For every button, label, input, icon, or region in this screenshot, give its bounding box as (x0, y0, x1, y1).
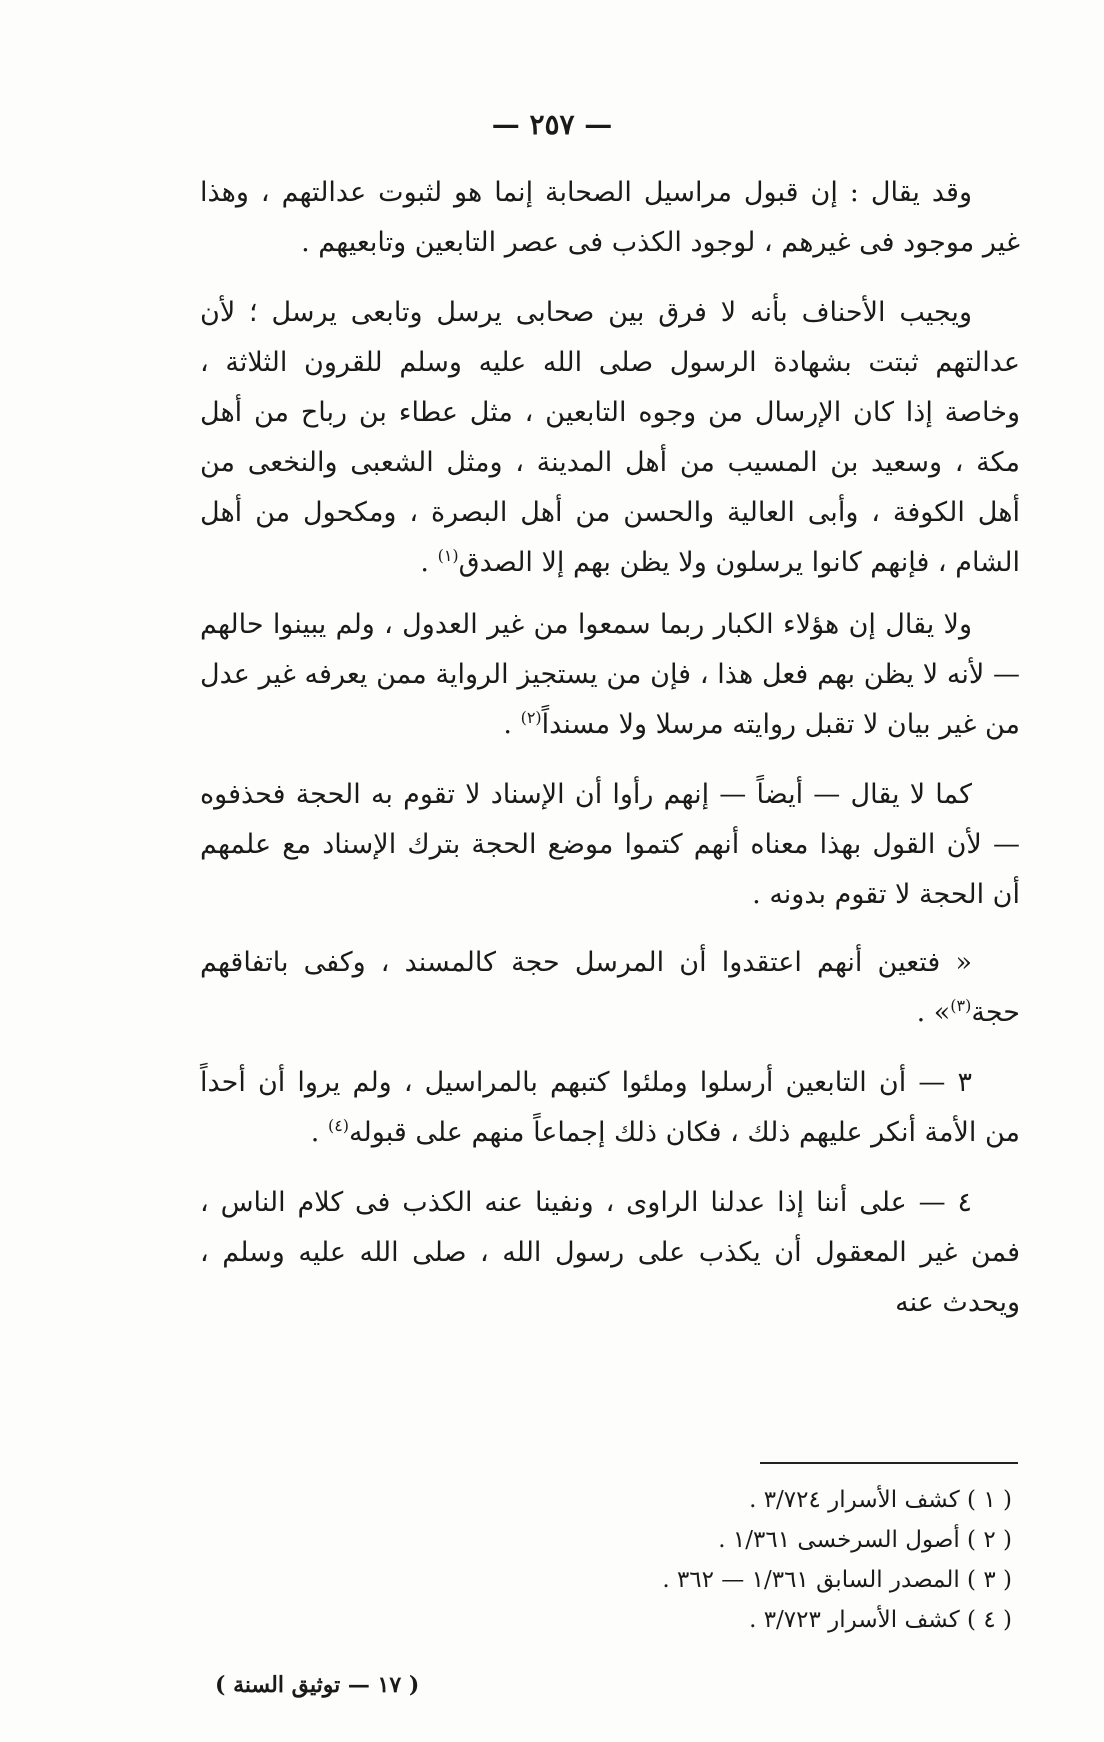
paragraph-6 (200, 1058, 1020, 1158)
paragraph-1 (200, 168, 1020, 268)
paragraph-text: « فتعين أنهم اعتقدوا أن المرسل حجة كالمسند ، وكفى باتفاقهم حجة (200, 947, 1020, 1028)
paragraph-4 (200, 770, 1020, 920)
paragraph-3 (200, 600, 1020, 750)
paragraph-text: ولا يقال إن هؤلاء الكبار ربما سمعوا من غير العدول ، ولم يبينوا حالهم — لأنه لا يظن بهم فعل هذا ، فإن من يستجيز الرواية ممن يعرفه غير عدل من غير بيان لا تقبل روايته مرسلا ولا مسنداً (200, 609, 1020, 740)
footnote-3: ( ٣ ) المصدر السابق ١/٣٦١ — ٣٦٢ . (662, 1567, 1012, 1593)
paragraph-text: ٤ — على أننا إذا عدلنا الراوى ، ونفينا عنه الكذب فى كلام الناس ، فمن غير المعقول أن يكذب على رسول الله ، صلى الله عليه وسلم ، ويحدث عنه (200, 1187, 1020, 1318)
footnote-2: ( ٢ ) أصول السرخسى ١/٣٦١ . (718, 1527, 1012, 1553)
footnote-ref-1: (١) (437, 546, 459, 565)
paragraph-text: ٣ — أن التابعين أرسلوا وملئوا كتبهم بالمراسيل ، ولم يروا أن أحداً من الأمة أنكر عليهم ذلك ، فكان ذلك إجماعاً منهم على قبوله (200, 1067, 1020, 1148)
paragraph-text: ويجيب الأحناف بأنه لا فرق بين صحابى يرسل وتابعى يرسل ؛ لأن عدالتهم ثبتت بشهادة الرسول صلى الله عليه وسلم للقرون الثلاثة ، وخاصة إذا كان الإرسال من وجوه التابعين ، مثل عطاء بن رباح من أهل مكة ، وسعيد بن المسيب من أهل المدينة ، ومثل الشعبى والنخعى من أهل الكوفة ، وأبى العالية والحسن من أهل البصرة ، ومكحول من أهل الشام ، فإنهم كانوا يرسلون ولا يظن بهم إلا الصدق (200, 297, 1020, 578)
footnote-ref-4: (٤) (327, 1116, 350, 1135)
printer-signature: ( ١٧ — توثيق السنة ) (215, 1672, 420, 1698)
footnote-divider (760, 1462, 1018, 1464)
footnote-ref-2: (٢) (520, 708, 542, 727)
paragraph-2 (200, 288, 1020, 588)
paragraph-end: . (420, 547, 438, 578)
paragraph-end: . (310, 1117, 328, 1148)
page-number: — ٢٥٧ — (491, 108, 613, 141)
paragraph-7 (200, 1178, 1020, 1328)
footnote-4: ( ٤ ) كشف الأسرار ٣/٧٢٣ . (749, 1607, 1012, 1633)
paragraph-end: . (503, 709, 521, 740)
paragraph-text: وقد يقال : إن قبول مراسيل الصحابة إنما هو لثبوت عدالتهم ، وهذا غير موجود فى غيرهم ، لوجود الكذب فى عصر التابعين وتابعيهم . (200, 177, 1020, 258)
footnotes (412, 1480, 1012, 1640)
paragraph-end: » . (916, 997, 951, 1028)
footnote-1: ( ١ ) كشف الأسرار ٣/٧٢٤ . (749, 1487, 1012, 1513)
paragraph-5 (200, 938, 1020, 1038)
paragraph-text: كما لا يقال — أيضاً — إنهم رأوا أن الإسناد لا تقوم به الحجة فحذفوه — لأن القول بهذا معناه أنهم كتموا موضع الحجة بترك الإسناد مع علمهم أن الحجة لا تقوم بدونه . (200, 779, 1020, 910)
footnote-ref-3: (٣) (950, 996, 972, 1015)
